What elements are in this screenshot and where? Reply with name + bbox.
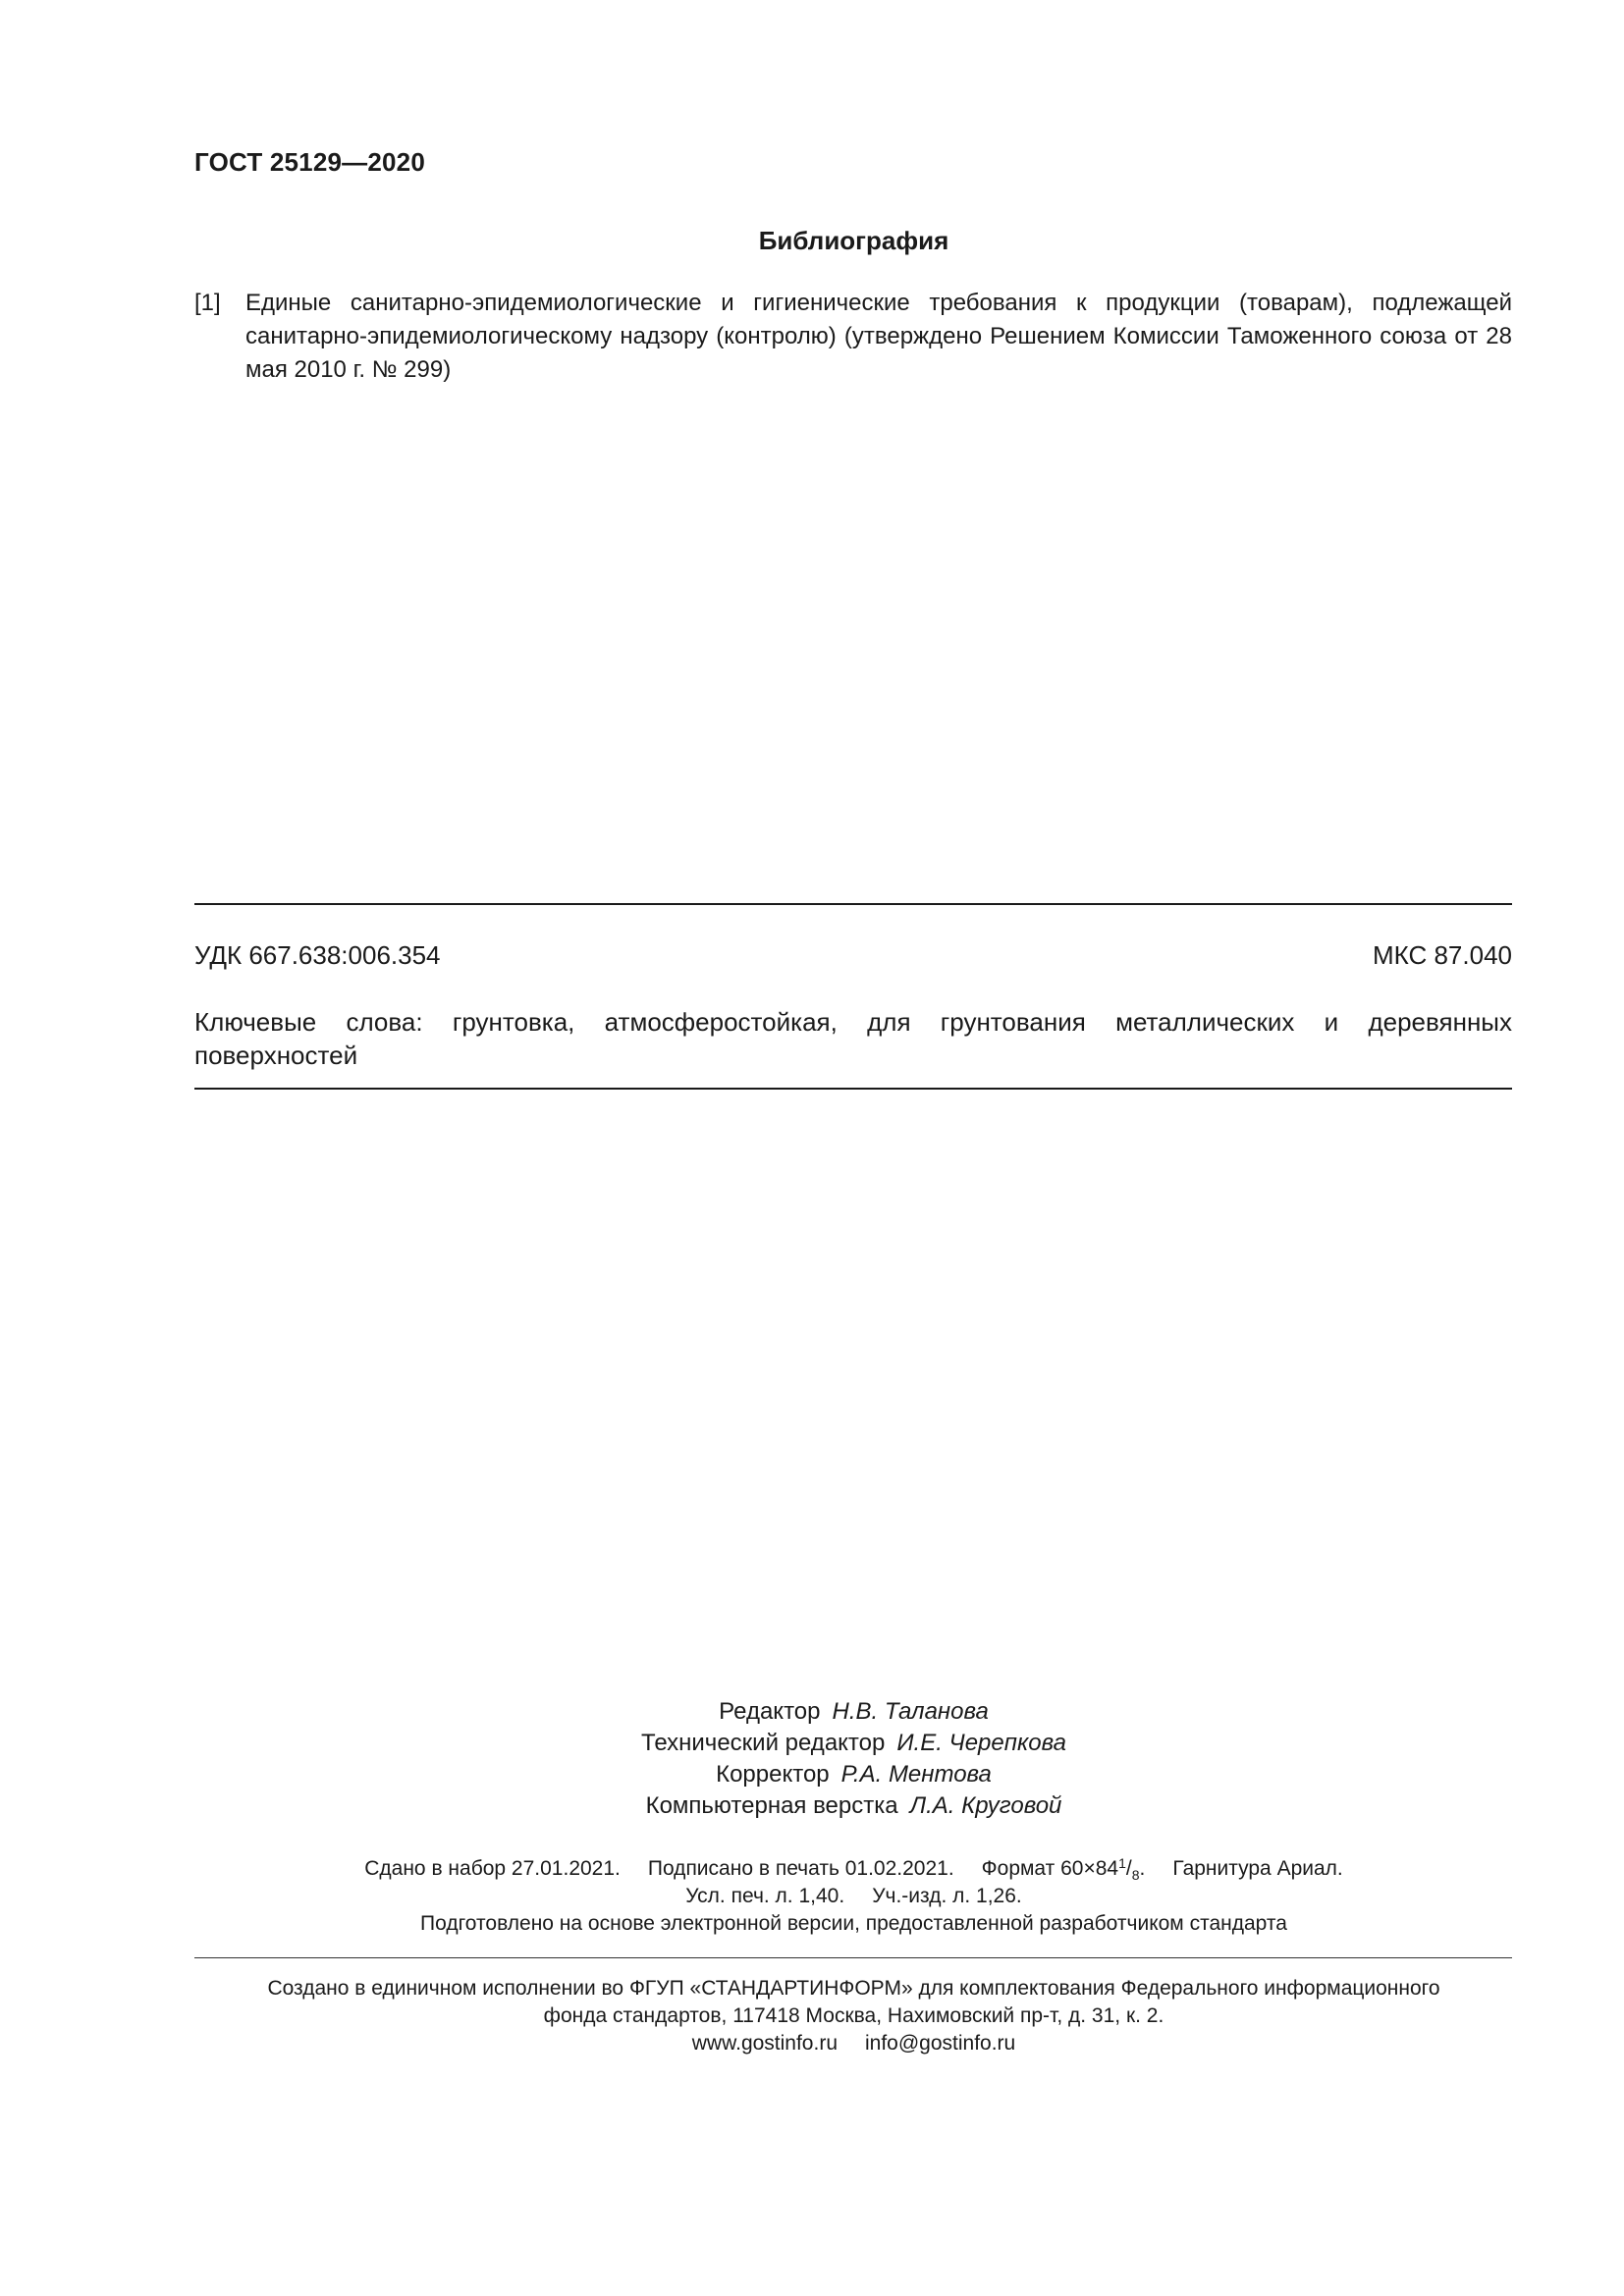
credit-proofreader	[83, 1759, 1624, 1790]
paper-format: Формат $60\times 84^1/_8$.	[981, 1855, 1146, 1883]
divider-bottom	[194, 1088, 1512, 1090]
publication-sheets: Уч.-изд. л. 1,26.	[872, 1885, 1022, 1907]
print-info-line-2	[83, 1883, 1624, 1910]
bibliography-entry-text: Единые санитарно-эпидемиологические и гигиенические требования к продукции (товарам), подлежащей санитарно-эпидемиологическому надзору (контролю) (утверждено Решением Комиссии Таможенного союза от 28 мая 2010 г. № 299)	[245, 290, 1512, 383]
credit-name: И.Е. Черепкова	[896, 1730, 1066, 1756]
footer-line-1: Создано в единичном исполнении во ФГУП «СТАНДАРТИНФОРМ» для комплектования Федерального информационного	[267, 1977, 1440, 2000]
credit-layout	[83, 1790, 1624, 1822]
bibliography-entry	[194, 287, 1512, 387]
keywords	[194, 1005, 1512, 1072]
credit-editor	[83, 1696, 1624, 1728]
bibliography-title: Библиография	[758, 226, 949, 255]
footer-line-2: фонда стандартов, 117418 Москва, Нахимовский пр-т, д. 31, к. 2.	[543, 2004, 1164, 2027]
email-link[interactable]: info@gostinfo.ru	[865, 2032, 1016, 2055]
keywords-line-1: Ключевые слова: грунтовка, атмосферостойкая, для грунтования металлических и деревянных	[194, 1007, 1512, 1037]
website-link[interactable]: www.gostinfo.ru	[691, 2032, 838, 2055]
publisher-footer	[0, 1975, 1624, 2057]
credit-name: Р.А. Ментова	[840, 1761, 992, 1788]
divider-top	[194, 903, 1512, 905]
credit-name: Н.В. Таланова	[832, 1698, 989, 1725]
print-info-line-1	[83, 1855, 1624, 1883]
print-info-prepared: Подготовлено на основе электронной версии, предоставленной разработчиком стандарта	[420, 1912, 1287, 1935]
credits-block	[0, 1696, 1624, 1822]
footer-links	[83, 2030, 1624, 2057]
keywords-line-2: поверхностей	[194, 1041, 358, 1070]
typeface: Гарнитура Ариал.	[1172, 1857, 1343, 1880]
typeset-date: Сдано в набор 27.01.2021.	[364, 1857, 621, 1880]
mks-code: МКС 87.040	[1372, 940, 1512, 970]
print-info	[0, 1855, 1624, 1938]
signed-date: Подписано в печать 01.02.2021.	[647, 1857, 954, 1880]
divider-footer	[194, 1957, 1512, 1958]
credit-tech-editor	[83, 1728, 1624, 1759]
credit-role: Компьютерная верстка	[645, 1792, 898, 1819]
document-code: ГОСТ 25129—2020	[194, 147, 425, 177]
udk-code: УДК 667.638:006.354	[194, 940, 441, 970]
bibliography-entry-number: [1]	[194, 290, 221, 316]
credit-role: Технический редактор	[641, 1730, 886, 1756]
print-sheets: Усл. печ. л. 1,40.	[685, 1885, 845, 1907]
credit-role: Редактор	[719, 1698, 821, 1725]
credit-role: Корректор	[716, 1761, 830, 1788]
credit-name: Л.А. Круговой	[909, 1792, 1062, 1819]
